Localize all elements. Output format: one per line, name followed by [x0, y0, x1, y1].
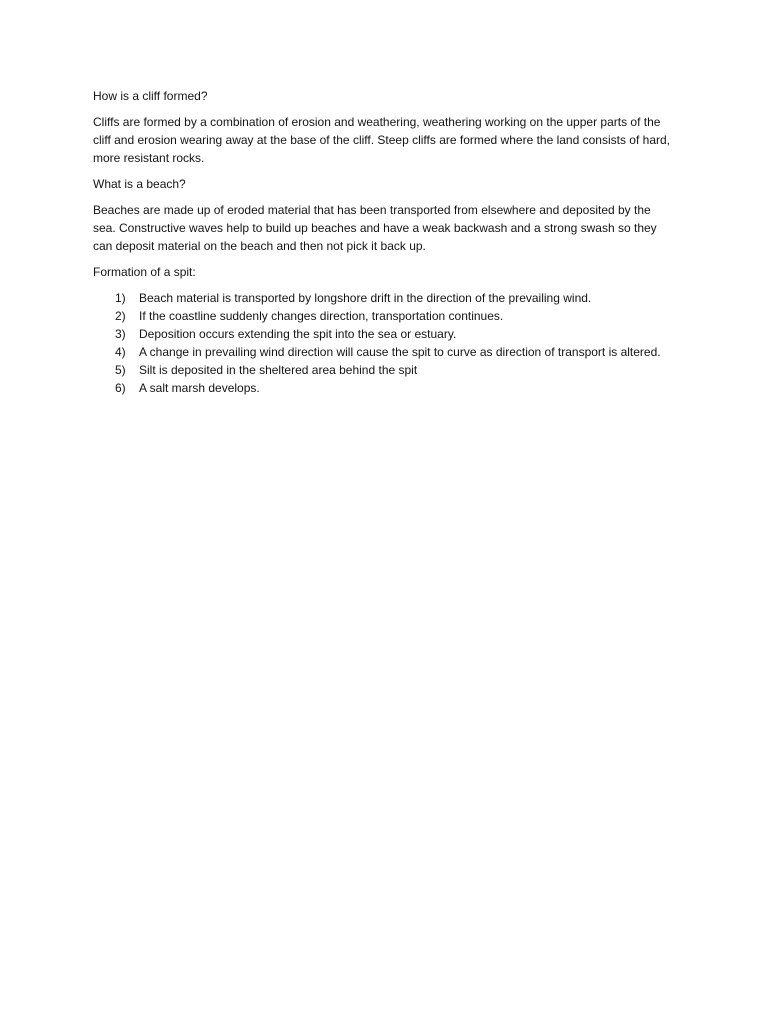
- beach-answer: Beaches are made up of eroded material that has been transported from elsewhere and deposited by the sea. Constructive waves help to build up beaches and have a weak backwash and a strong swash so they can deposit material on the beach and then not pick it back up.: [93, 203, 657, 253]
- list-item-text: A change in prevailing wind direction will cause the spit to curve as direction of transport is altered.: [139, 345, 661, 359]
- list-item-number: 3): [115, 327, 126, 341]
- list-item: [93, 325, 673, 343]
- list-item-number: 6): [115, 381, 126, 395]
- list-item-number: 2): [115, 309, 126, 323]
- cliff-answer: Cliffs are formed by a combination of erosion and weathering, weathering working on the upper parts of the cliff and erosion wearing away at the base of the cliff. Steep cliffs are formed where the land consists of hard, more resistant rocks.: [93, 115, 670, 165]
- list-item-text: Silt is deposited in the sheltered area behind the spit: [139, 363, 418, 377]
- beach-question: What is a beach?: [93, 177, 186, 191]
- spit-steps-list: [93, 289, 673, 397]
- list-item: [93, 379, 673, 397]
- list-item-text: Beach material is transported by longshore drift in the direction of the prevailing wind.: [139, 291, 592, 305]
- list-item-number: 1): [115, 291, 126, 305]
- cliff-question: How is a cliff formed?: [93, 89, 208, 103]
- list-item: [93, 343, 673, 361]
- list-item-text: Deposition occurs extending the spit into the sea or estuary.: [139, 327, 457, 341]
- spit-heading: Formation of a spit:: [93, 265, 196, 279]
- list-item-number: 4): [115, 345, 126, 359]
- list-item-text: If the coastline suddenly changes direction, transportation continues.: [139, 309, 504, 323]
- list-item: [93, 289, 673, 307]
- list-item: [93, 361, 673, 379]
- list-item-number: 5): [115, 363, 126, 377]
- list-item: [93, 307, 673, 325]
- document-page: [93, 87, 673, 397]
- list-item-text: A salt marsh develops.: [139, 381, 260, 395]
